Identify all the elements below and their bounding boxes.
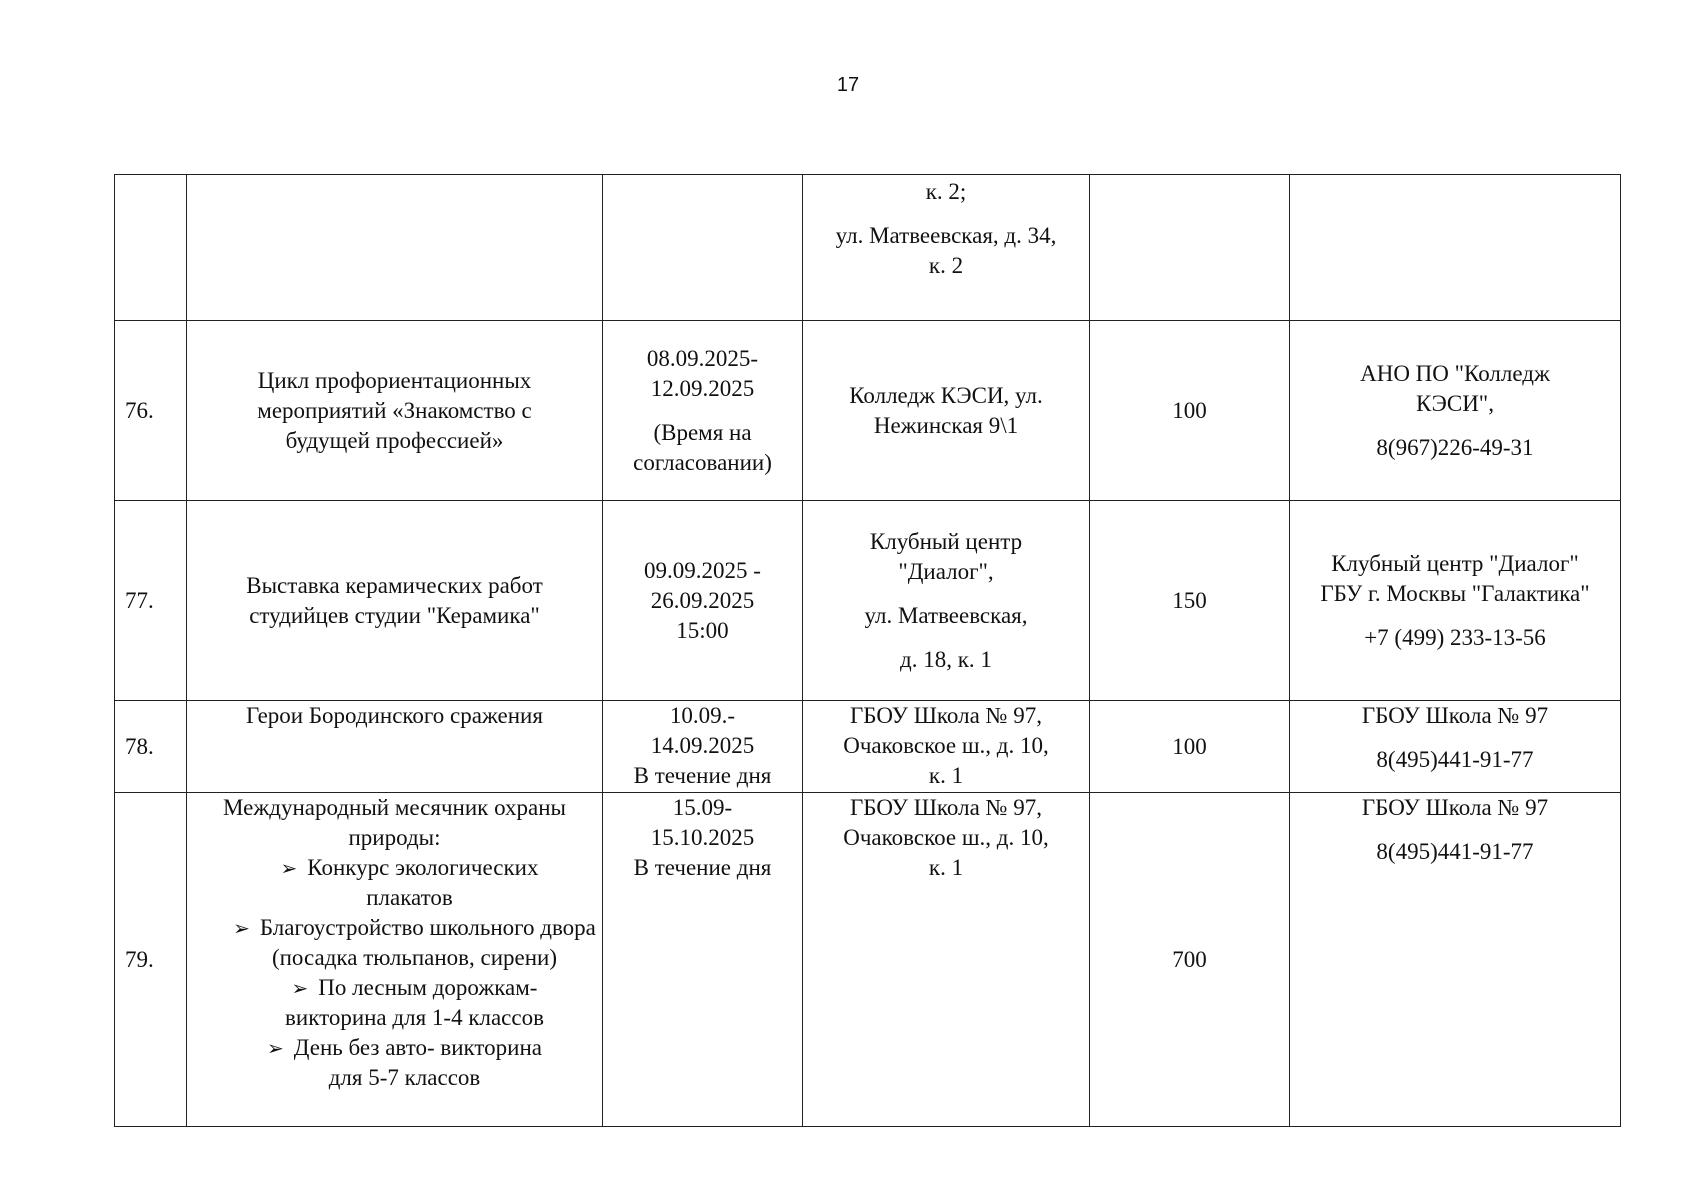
place-line: ул. Матвеевская, д. 34, <box>835 223 1057 248</box>
place-line: к. 1 <box>928 763 964 788</box>
list-item <box>193 913 596 973</box>
row-number: 78. <box>115 701 187 793</box>
participant-count: 700 <box>1090 793 1290 1127</box>
place-line: ГБОУ Школа № 97, <box>850 703 1042 728</box>
organizer-phone: 8(495)441-91-77 <box>1376 839 1534 864</box>
organizer <box>1290 175 1621 321</box>
event-place <box>803 793 1090 1127</box>
organizer-phone: 8(967)226-49-31 <box>1376 434 1534 460</box>
activity-text: По лесным дорожкам- викторина для 1-4 классов <box>285 975 544 1030</box>
event-dates <box>603 501 803 701</box>
arrow-bullet-icon: ➢ <box>267 1036 284 1060</box>
organizer-phone: 8(495)441-91-77 <box>1376 747 1534 772</box>
row-number: 77. <box>115 501 187 701</box>
arrow-bullet-icon: ➢ <box>291 976 309 1000</box>
date-line: 09.09.2025 - <box>644 557 761 583</box>
events-table <box>114 174 1621 1127</box>
date-time: 15:00 <box>676 617 729 643</box>
place-line: к. 2; <box>925 179 967 204</box>
date-line: 10.09.- <box>669 703 736 728</box>
activity-text: День без авто- викторина для 5-7 классов <box>293 1035 542 1090</box>
event-dates <box>603 701 803 793</box>
event-place <box>803 501 1090 701</box>
organizer-name: АНО ПО "Колледж КЭСИ", <box>1360 360 1550 416</box>
event-title <box>187 793 603 1127</box>
activity-text: Конкурс экологических плакатов <box>307 855 539 910</box>
event-place <box>803 321 1090 501</box>
table-row <box>115 701 1621 793</box>
date-line: 08.09.2025- <box>646 345 759 371</box>
table-row <box>115 793 1621 1127</box>
event-place <box>803 701 1090 793</box>
organizer-name: Клубный центр "Диалог" ГБУ г. Москвы "Галактика" <box>1320 550 1590 606</box>
event-title <box>187 321 603 501</box>
participant-count <box>1090 175 1290 321</box>
date-line: 15.09- <box>672 795 733 820</box>
place-line: ул. Матвеевская, <box>864 602 1028 628</box>
organizer <box>1290 701 1621 793</box>
arrow-bullet-icon: ➢ <box>233 916 250 940</box>
table-row <box>115 175 1621 321</box>
date-note: В течение дня <box>633 763 772 788</box>
list-item <box>193 973 596 1033</box>
date-line: 15.10.2025 <box>650 825 755 850</box>
place-line: Очаковское ш., д. 10, <box>843 733 1049 758</box>
participant-count: 150 <box>1090 501 1290 701</box>
event-dates <box>603 793 803 1127</box>
table-row <box>115 501 1621 701</box>
activity-text: Благоустройство школьного двора (посадка тюльпанов, сирени) <box>259 915 596 970</box>
event-title-text: Международный месячник охраны природы: <box>223 795 566 850</box>
date-note: (Время на согласовании) <box>633 419 772 475</box>
event-title <box>187 501 603 701</box>
event-title <box>187 175 603 321</box>
event-title-text: Герои Бородинского сражения <box>246 703 543 728</box>
event-dates <box>603 175 803 321</box>
row-number: 79. <box>115 793 187 1127</box>
place-line: Колледж КЭСИ, ул. Нежинская 9\1 <box>849 382 1043 438</box>
activity-list <box>193 853 596 1093</box>
row-number: 76. <box>115 321 187 501</box>
date-line: 26.09.2025 <box>650 587 755 613</box>
organizer <box>1290 321 1621 501</box>
date-line: 14.09.2025 <box>650 733 755 758</box>
event-title-text: Выставка керамических работ студийцев студии "Керамика" <box>246 572 543 628</box>
event-title <box>187 701 603 793</box>
date-note: В течение дня <box>633 855 772 880</box>
participant-count: 100 <box>1090 701 1290 793</box>
organizer <box>1290 501 1621 701</box>
arrow-bullet-icon: ➢ <box>280 856 298 880</box>
participant-count: 100 <box>1090 321 1290 501</box>
event-title-text: Цикл профориентационных мероприятий «Знакомство с будущей профессией» <box>257 367 532 453</box>
date-line: 12.09.2025 <box>650 375 755 401</box>
organizer-name: ГБОУ Школа № 97 <box>1361 795 1549 820</box>
list-item <box>193 853 596 913</box>
place-line: Очаковское ш., д. 10, <box>843 825 1049 850</box>
event-place <box>803 175 1090 321</box>
organizer <box>1290 793 1621 1127</box>
organizer-name: ГБОУ Школа № 97 <box>1361 703 1549 728</box>
row-number <box>115 175 187 321</box>
page-number: 17 <box>836 74 860 96</box>
list-item <box>193 1033 596 1093</box>
table-row <box>115 321 1621 501</box>
place-line: д. 18, к. 1 <box>900 646 992 672</box>
event-dates <box>603 321 803 501</box>
place-line: ГБОУ Школа № 97, <box>850 795 1042 820</box>
organizer-phone: +7 (499) 233-13-56 <box>1364 624 1546 650</box>
place-line: к. 1 <box>928 855 964 880</box>
place-line: Клубный центр "Диалог", <box>869 528 1023 584</box>
place-line: к. 2 <box>928 253 964 278</box>
